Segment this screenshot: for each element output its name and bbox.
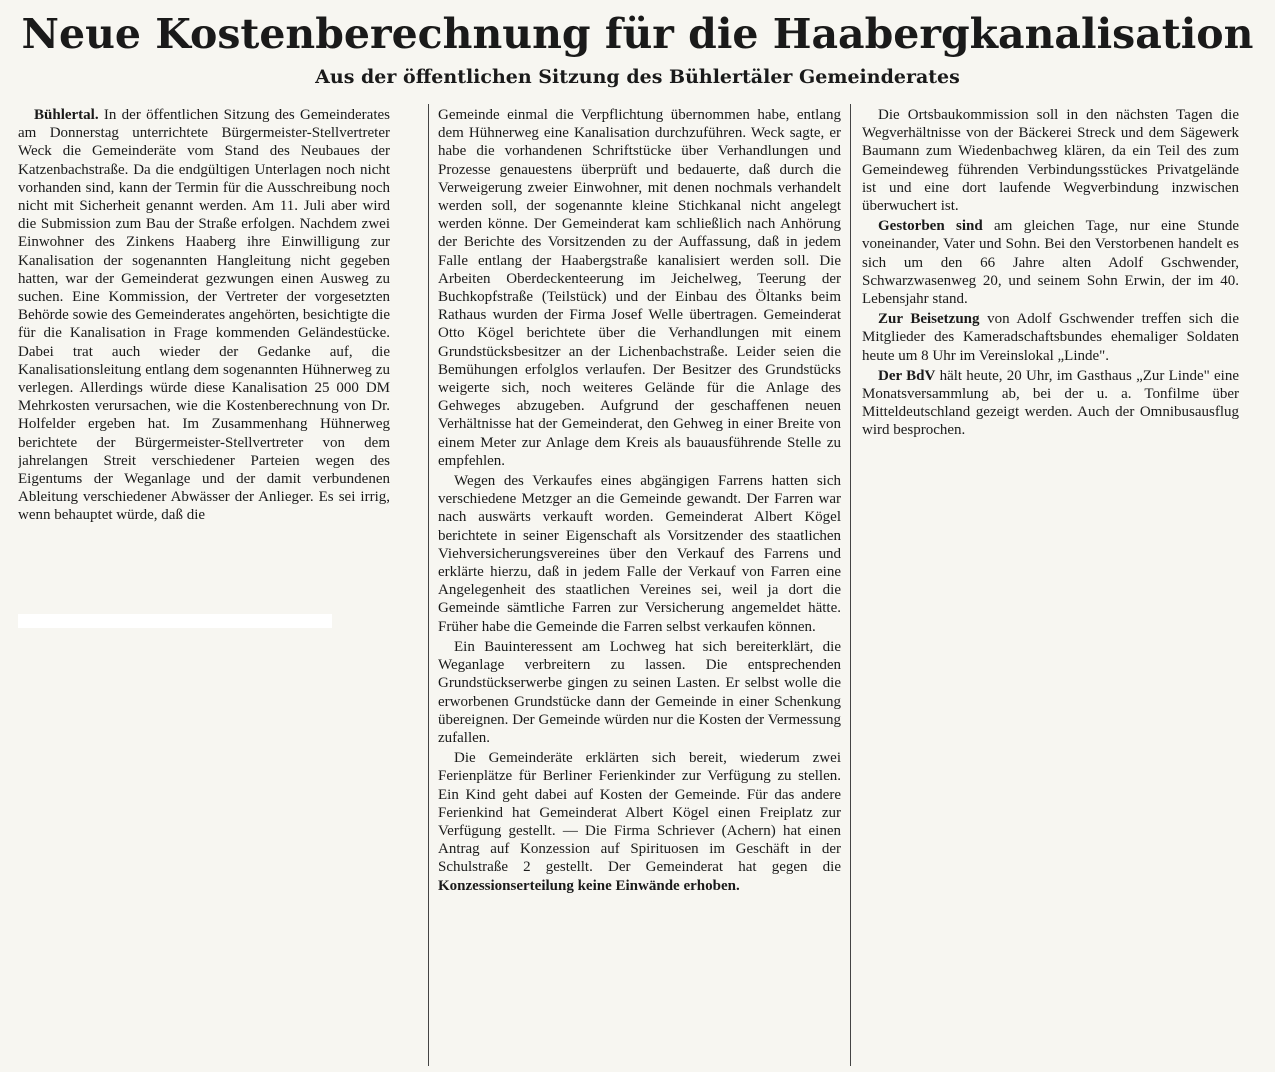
subheadline: Aus der öffentlichen Sitzung des Bühlertäler Gemeinderates [315, 66, 960, 88]
paragraph: Wegen des Verkaufes eines abgängigen Farrens hatten sich verschiedene Metzger an die Gemeinde gewandt. Der Farren war nach auswärts verkauft worden. Gemeinderat Albert Kögel berichtete in seiner Eigenschaft als Vorsitzender des staatlichen Viehversicherungsvereines über den Verkauf des Farrens und erklärte hierzu, daß in jedem Falle der Verkauf von Farren eine Angelegenheit des staatlichen Vereines sei, weil ja dort die Gemeinde sämtliche Farren zur Versicherung angemeldet hätte. Früher habe die Gemeinde die Farren selbst verkaufen können. [438, 473, 841, 635]
column-3 [862, 106, 1239, 466]
column-1 [18, 106, 390, 594]
paragraph [438, 749, 841, 895]
paragraph-text: hält heute, 20 Uhr, im Gasthaus „Zur Linde" eine Monatsversammlung ab, bei der u. a. Tonfilme über Mitteldeutschland gezeigt werden. Auch der Omnibusausflug wird besprochen. [862, 367, 1239, 439]
paragraph: Ein Bauinteressent am Lochweg hat sich bereiterklärt, die Weganlage verbreitern zu lassen. Die entsprechenden Grundstückserwerbe gingen zu seinen Lasten. Er selbst wolle die erworbenen Grundstücke dann der Gemeinde in einer Schenkung übereignen. Der Gemeinde würden nur die Kosten der Vermessung zufallen. [438, 638, 841, 746]
column-rule-1 [428, 104, 429, 1066]
paragraph [862, 217, 1239, 308]
dateline: Bühlertal. [34, 107, 99, 123]
paragraph-text: am gleichen Tage, nur eine Stunde voneinander, Vater und Sohn. Bei den Verstorbenen handelt es sich um den 66 Jahre alten Adolf Gschwender, Schwarzwasenweg 20, und seinem Sohn Erwin, der im 40. Lebensjahr stand. [862, 218, 1239, 308]
blank-area [18, 614, 332, 628]
paragraph-text: In der öffentlichen Sitzung des Gemeinderates am Donnerstag unterrichtete Bürgermeister-Stellvertreter Weck die Gemeinderäte vom Stand des Neubaues der Katzenbachstraße. Da die endgültigen Unterlagen noch nicht vorhanden sind, kann der Termin für die Ausschreibung noch nicht mit Sicherheit genannt werden. Am 11. Juli aber wird die Submission zum Bau der Straße erfolgen. Nachdem zwei Einwohner des Zinkens Haaberg ihre Einwilligung zur Kanalisation der sogenannten Hangleitung nicht gegeben hatten, war der Gemeinderat gezwungen einen Ausweg zu suchen. Eine Kommission, der Vertreter der vorgesetzten Behörde sowie des Gemeinderates angehörten, besichtigte die für die Kanalisation in Frage kommenden Geländestücke. Dabei trat auch wieder der Gedanke auf, die Kanalisationsleitung entlang dem sogenannten Hühnerweg zu verlegen. Allerdings würde diese Kanalisation 25 000 DM Mehrkosten verursachen, wie die Kostenberechnung von Dr. Holfelder ergeben hat. Im Zusammenhang Hühnerweg berichtete der Bürgermeister-Stellvertreter von dem jahrelangen Streit verschiedener Parteien wegen des Eigentums der Weganlage und der damit verbundenen Ableitung verschiedener Abwässer der Anlieger. Es sei irrig, wenn behauptet würde, daß die [18, 107, 390, 524]
paragraph-text: Die Gemeinderäte erklärten sich bereit, wiederum zwei Ferienplätze für Berliner Ferienkinder zur Verfügung zu stellen. Ein Kind geht dabei auf Kosten der Gemeinde. Für das andere Ferienkind hat Gemeinderat Albert Kögel einen Freiplatz zur Verfügung gestellt. — Die Firma Schriever (Achern) hat einen Antrag auf Konzession auf Spirituosen im Geschäft in der Schulstraße 2 gestellt. Der Gemeinderat hat gegen die [438, 750, 841, 876]
column-2 [438, 106, 841, 1068]
paragraph [862, 367, 1239, 440]
paragraph-text: von Adolf Gschwender treffen sich die Mitglieder des Kameradschaftsbundes ehemaliger Soldaten heute um 8 Uhr im Vereinslokal „Linde". [862, 311, 1239, 364]
lead-in: Gestorben sind [878, 218, 983, 235]
paragraph [862, 310, 1239, 365]
lead-in: Zur Beisetzung [878, 311, 980, 328]
column-rule-2 [850, 104, 851, 1066]
headline: Neue Kostenberechnung für die Haabergkanalisation [21, 10, 1254, 58]
lead-in: Der BdV [878, 367, 936, 384]
paragraph: Gemeinde einmal die Verpflichtung übernommen habe, entlang dem Hühnerweg eine Kanalisation durchzuführen. Weck sagte, er habe die vorhandenen Schriftstücke über Verhandlungen und Prozesse genauestens überprüft und bedauerte, daß durch die Verweigerung zweier Einwohner, mit denen nochmals verhandelt werden soll, der sogenannte kleine Stichkanal nicht angelegt werden könne. Der Gemeinderat kam schließlich nach Anhörung der Berichte des Vorsitzenden zu der Auffassung, daß in jedem Falle entlang der Haabergstraße kanalisiert werden soll. Die Arbeiten Oberdeckenteerung im Jeichelweg, Teerung der Buchkopfstraße (Teilstück) und der Einbau des Öltanks beim Rathaus wurden der Firma Josef Welle übertragen. Gemeinderat Otto Kögel berichtete über die Verhandlungen mit einem Grundstücksbesitzer an der Lichenbachstraße. Leider seien die Bemühungen erfolglos verlaufen. Der Besitzer des Grundstücks weigerte sich, noch weiteres Gelände für die Anlage des Gehweges abzugeben. Aufgrund der geschaffenen neuen Verhältnisse hat der Gemeinderat, den Gehweg in einer Breite von einem Meter zur Anlage dem Kreis als bauausführende Stelle zu empfehlen. [438, 107, 841, 469]
paragraph [18, 106, 390, 525]
paragraph-bold-end: Konzessionserteilung keine Einwände erhoben. [438, 877, 740, 894]
paragraph: Die Ortsbaukommission soll in den nächsten Tagen die Wegverhältnisse von der Bäckerei Streck und dem Sägewerk Baumann zum Wiedenbachweg klären, da ein Teil des zum Gemeindeweg führenden Verbindungsstückes Privatgelände ist und eine dort laufende Wegverbindung inzwischen überwuchert ist. [862, 107, 1239, 215]
